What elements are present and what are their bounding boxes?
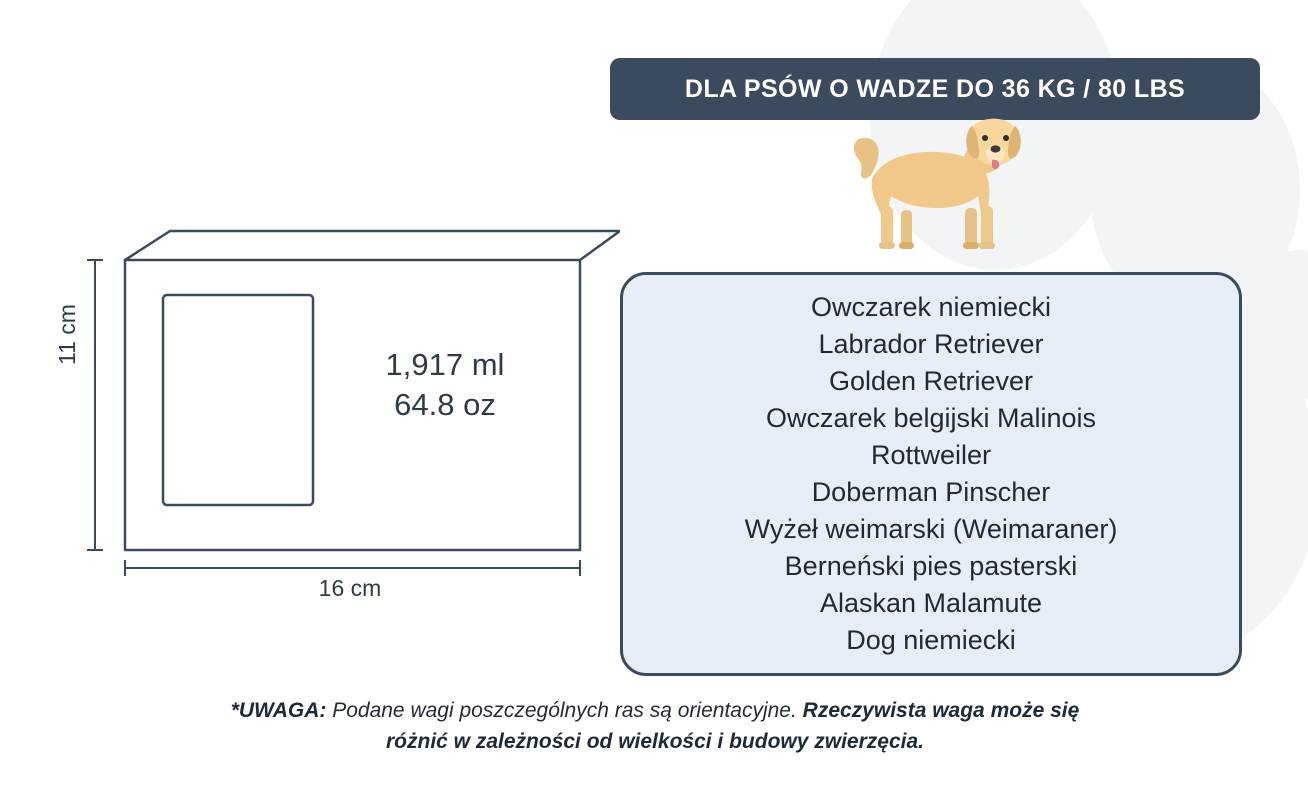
list-item: Owczarek belgijski Malinois [765, 403, 1097, 433]
list-item: Rottweiler [870, 440, 992, 470]
list-item: Owczarek niemiecki [810, 292, 1052, 322]
box-dimensions-diagram [54, 215, 620, 635]
breeds-list-panel [620, 272, 1242, 676]
list-item: Labrador Retriever [818, 329, 1044, 359]
list-item: Golden Retriever [828, 366, 1034, 396]
weight-range-banner [610, 58, 1260, 120]
volume-labels [315, 345, 575, 425]
footnote-strong: Rzeczywista waga może się różnić w zależności od wielkości i budowy zwierzęcia. [386, 699, 1080, 753]
footnote-text: Podane wagi poszczególnych ras są orientacyjne. [326, 699, 803, 722]
golden-retriever-dog-icon [845, 118, 1035, 273]
banner-title: DLA PSÓW O WADZE DO 36 KG / 80 LBS [684, 74, 1186, 103]
footnote [200, 695, 1110, 757]
list-item: Doberman Pinscher [811, 477, 1051, 507]
list-item: Dog niemiecki [846, 625, 1016, 655]
footnote-label: *UWAGA: [230, 699, 327, 722]
list-item: Alaskan Malamute [819, 588, 1043, 618]
volume-ml-label: 1,917 ml [385, 347, 505, 382]
list-item: Wyżeł weimarski (Weimaraner) [744, 514, 1118, 544]
box-outline-svg [60, 215, 620, 635]
height-dimension-label: 11 cm [54, 304, 80, 365]
list-item: Berneński pies pasterski [784, 551, 1078, 581]
volume-oz-label: 64.8 oz [394, 387, 496, 422]
width-dimension-label: 16 cm [318, 575, 382, 601]
